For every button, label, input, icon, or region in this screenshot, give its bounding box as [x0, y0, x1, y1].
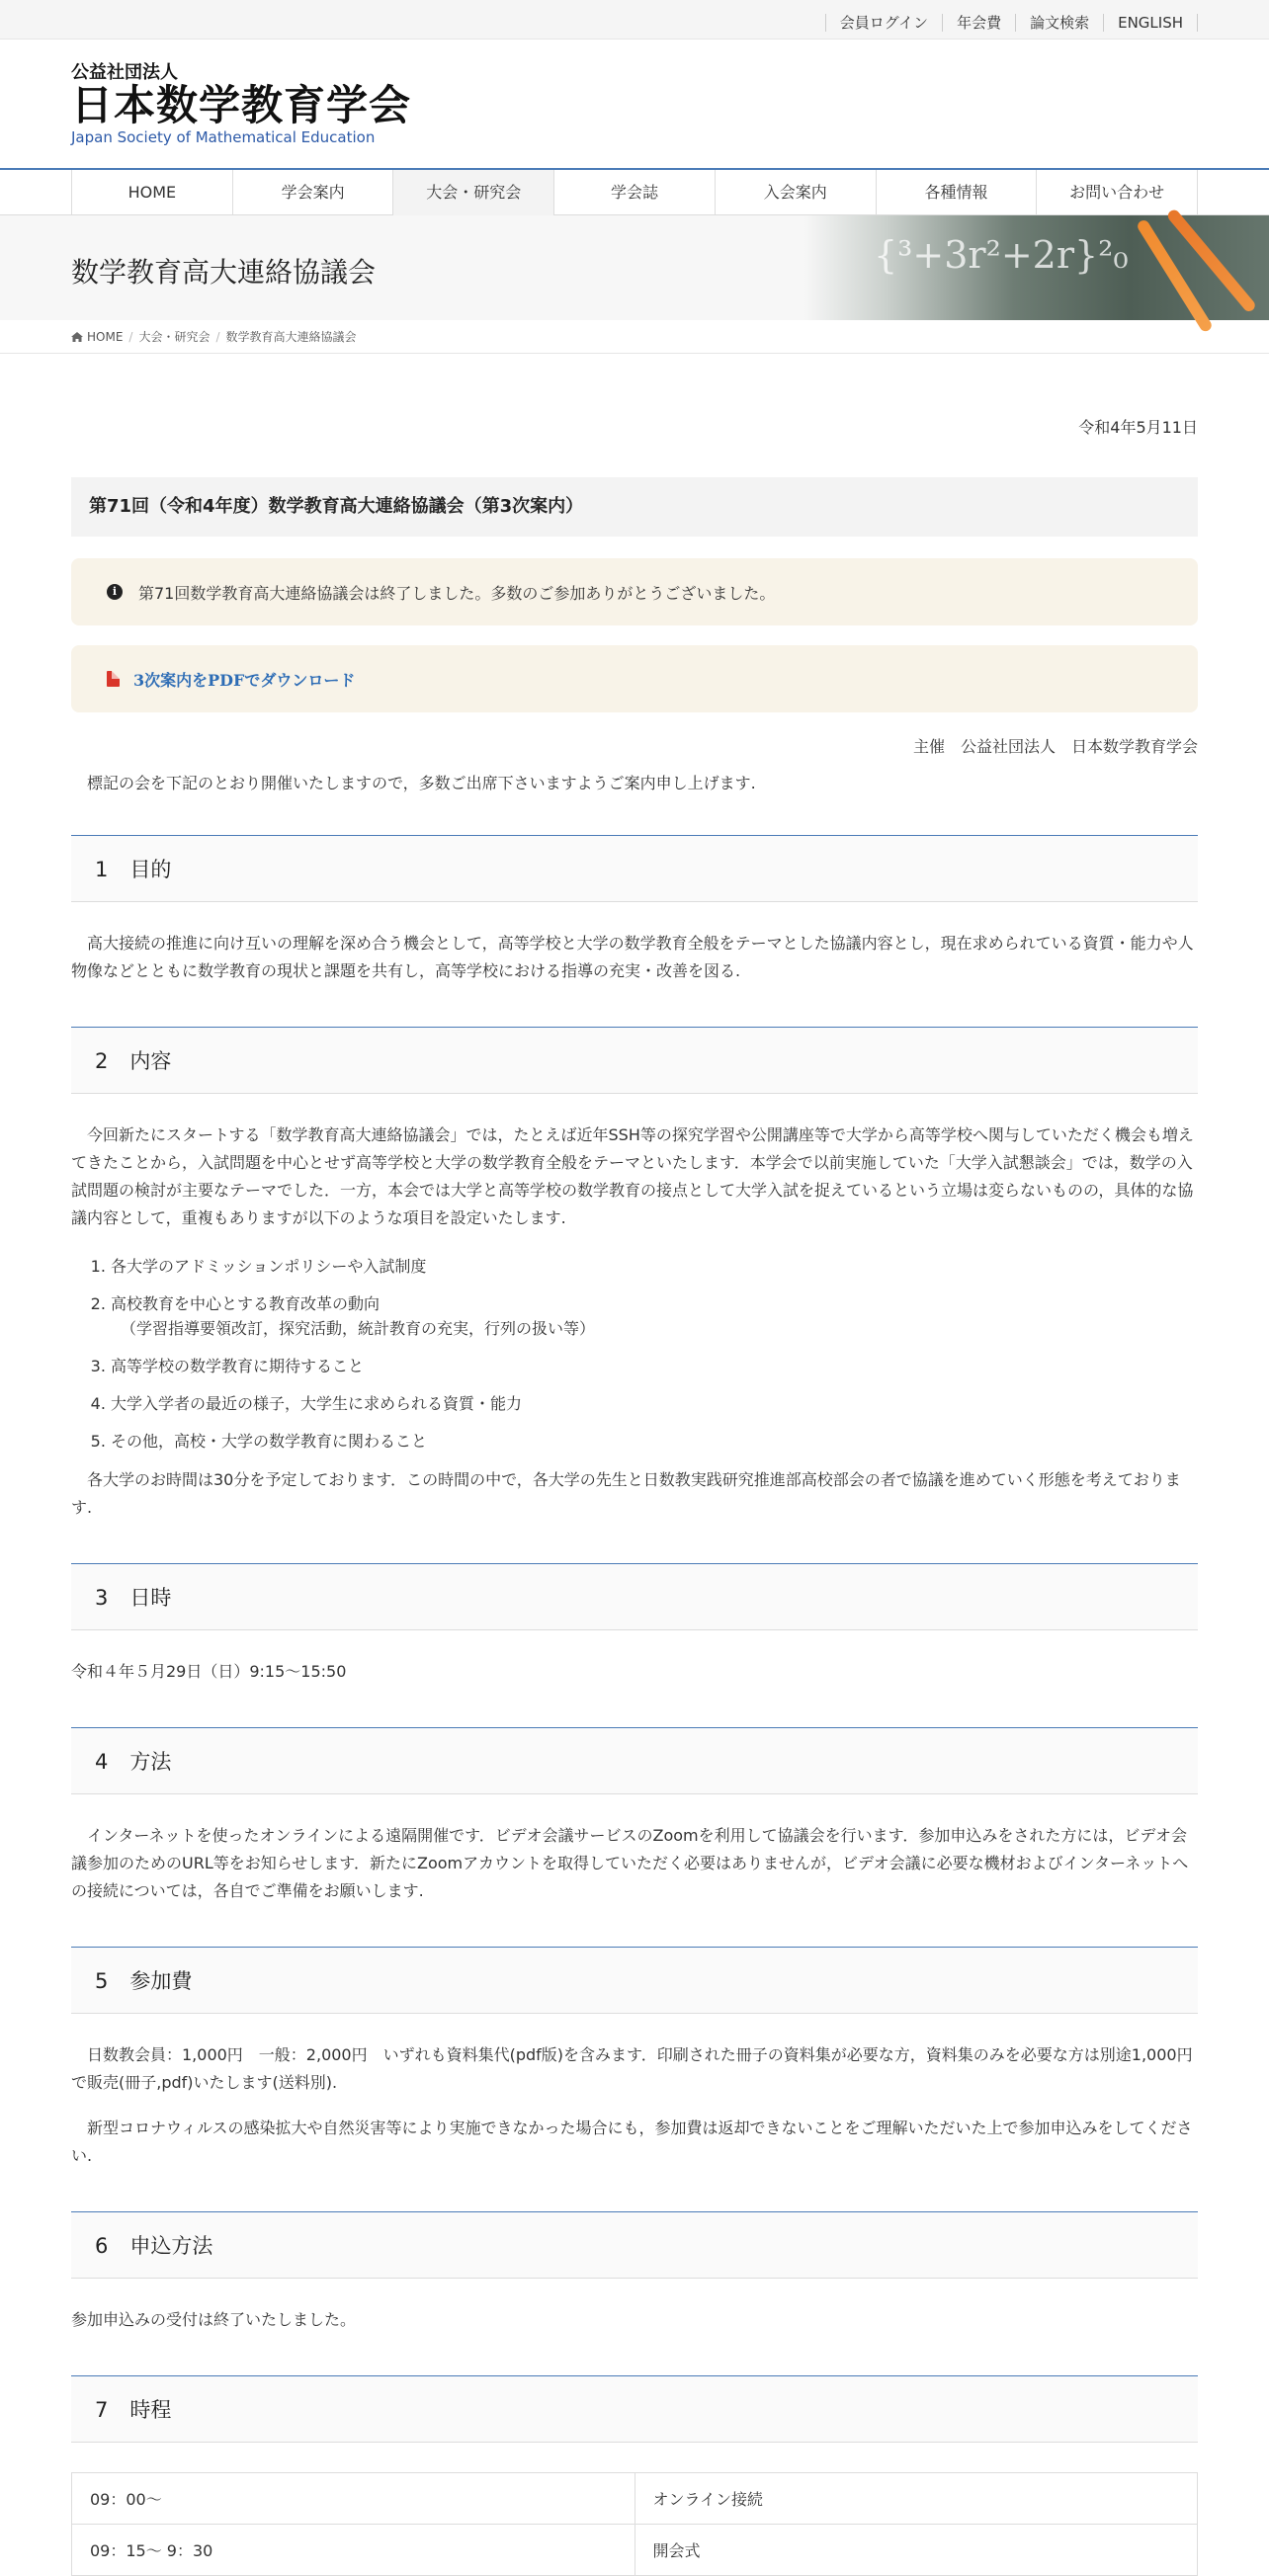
- method-text: インターネットを使ったオンラインによる遠隔開催です．ビデオ会議サービスのZoomを利用して協議会を行います．参加申込みをされた方には，ビデオ会議参加のためのURL等をお知らせします．新たにZoomアカウントを取得していただく必要はありませんが，ビデオ会議に必要な機材およびインターネットへの接続については，各自でご準備をお願いします.: [71, 1826, 1189, 1900]
- breadcrumb-home[interactable]: HOME: [87, 329, 124, 344]
- section-heading-method: [71, 1727, 1198, 1794]
- section-title: 参加費: [129, 1969, 193, 1993]
- section-title: 日時: [129, 1586, 172, 1610]
- global-nav: [0, 170, 1269, 215]
- schedule-time: 09：00〜: [72, 2473, 635, 2525]
- content-closing: 各大学のお時間は30分を予定しております．この時間の中で，各大学の先生と日数教実践研究推進部高校部会の者で協議を進めていく形態を考えております.: [71, 1470, 1181, 1517]
- nav-home[interactable]: HOME: [72, 170, 233, 215]
- paper-search-link[interactable]: 論文検索: [1015, 14, 1103, 32]
- schedule-event: 開会式: [634, 2525, 1198, 2576]
- nav-events[interactable]: 大会・研究会: [393, 170, 554, 215]
- logo-main: 日本数学教育学会: [71, 81, 412, 129]
- section-heading-content: [71, 1027, 1198, 1094]
- table-row: [72, 2525, 1198, 2576]
- logo-sub: 公益社団法人: [71, 62, 178, 83]
- breadcrumb-current: 数学教育高大連絡協議会: [225, 330, 357, 344]
- pdf-download-link[interactable]: 3次案内をPDFでダウンロード: [133, 670, 356, 690]
- section-title: 時程: [129, 2398, 172, 2422]
- section-number: 7: [95, 2398, 109, 2422]
- section-number: 5: [95, 1969, 109, 1993]
- member-login-link[interactable]: 会員ログイン: [825, 14, 942, 32]
- schedule-table: [71, 2472, 1198, 2576]
- application-text: 参加申込みの受付は終了いたしました。: [71, 2310, 357, 2329]
- nav-info[interactable]: 各種情報: [877, 170, 1038, 215]
- pdf-icon: [107, 671, 120, 687]
- section-number: 4: [95, 1750, 109, 1774]
- breadcrumb-events[interactable]: 大会・研究会: [138, 330, 211, 344]
- fee-refund-text: 新型コロナウィルスの感染拡大や自然災害等により実施できなかった場合にも，参加費は返却できないことをご理解いただいた上で参加申込みをしてください.: [71, 2119, 1193, 2165]
- organizer: 主催 公益社団法人 日本数学教育学会: [912, 737, 1198, 756]
- content-items: [111, 1254, 1198, 1454]
- list-item: 4. 大学入学者の最近の様子，大学生に求められる資質・能力: [111, 1391, 1198, 1416]
- home-icon: [71, 332, 83, 342]
- section-heading-purpose: [71, 835, 1198, 902]
- section-number: 3: [95, 1586, 109, 1610]
- main-content: [71, 415, 1198, 2576]
- page-title: 数学教育高大連絡協議会: [71, 256, 377, 289]
- purpose-text: 高大接続の推進に向け互いの理解を深め合う機会として，高等学校と大学の数学教育全般をテーマとした協議内容とし，現在求められている資質・能力や人物像などとともに数学教育の現状と課題を共有し，高等学校における指導の充実・改善を図る.: [71, 934, 1194, 980]
- table-row: [72, 2473, 1198, 2525]
- section-title: 目的: [129, 858, 172, 881]
- page-title-band: [0, 215, 1269, 320]
- nav-journal[interactable]: 学会誌: [554, 170, 716, 215]
- section-title: 方法: [129, 1750, 172, 1774]
- nav-membership[interactable]: 入会案内: [716, 170, 877, 215]
- breadcrumb: HOME / 大会・研究会 / 数学教育高大連絡協議会: [0, 320, 1269, 354]
- fee-text: 日数教会員：1,000円 一般：2,000円 いずれも資料集代(pdf版)を含みます．印刷された冊子の資料集が必要な方，資料集のみを必要な方は別途1,000円で販売(冊子,pdf)いたします(送料別).: [71, 2045, 1193, 2092]
- section-heading-fee: [71, 1947, 1198, 2014]
- content-text: 今回新たにスタートする「数学教育高大連絡協議会」では，たとえば近年SSH等の探究学習や公開講座等で大学から高等学校へ関与していただく機会も増えてきたことから，入試問題を中心とせず高等学校と大学の数学教育全般をテーマといたします．本学会で以前実施していた「大学入試懇談会」では，数学の入試問題の検討が主要なテーマでした．一方，本会では大学と高等学校の数学教育の接点として大学入試を捉えているという立場は変らないものの，具体的な協議内容として，重複もありますが以下のような項目を設定いたします.: [71, 1125, 1194, 1227]
- section-title: 申込方法: [129, 2234, 213, 2258]
- section-heading-application: [71, 2211, 1198, 2279]
- nav-about[interactable]: 学会案内: [233, 170, 394, 215]
- publish-date: 令和4年5月11日: [1078, 418, 1198, 437]
- notice-text: 第71回数学教育高大連絡協議会は終了しました。多数のご参加ありがとうございました。: [138, 583, 776, 603]
- annual-fee-link[interactable]: 年会費: [942, 14, 1015, 32]
- intro-text: 標記の会を下記のとおり開催いたしますので，多数ご出席下さいますようご案内申し上げます.: [87, 774, 756, 792]
- article-title: 第71回（令和4年度）数学教育高大連絡協議会（第3次案内）: [71, 477, 1198, 537]
- schedule-time: 09：15〜 9：30: [72, 2525, 635, 2576]
- section-title: 内容: [129, 1049, 172, 1073]
- list-item: 5. その他，高校・大学の数学教育に関わること: [111, 1429, 1198, 1454]
- info-icon: i: [107, 584, 123, 600]
- logo-english: Japan Society of Mathematical Education: [71, 128, 376, 146]
- list-item: 3. 高等学校の数学教育に期待すること: [111, 1354, 1198, 1378]
- chalkboard-image: {³+3r²+2r}²₀: [804, 215, 1269, 320]
- utility-bar: [0, 0, 1269, 40]
- section-number: 6: [95, 2234, 109, 2258]
- datetime-text: 令和４年５月29日（日）9:15〜15:50: [71, 1662, 347, 1681]
- notice-box: [71, 558, 1198, 625]
- section-number: 2: [95, 1049, 109, 1073]
- list-item: 2. 高校教育を中心とする教育改革の動向 （学習指導要領改訂，探究活動，統計教育の充実，行列の扱い等）: [111, 1291, 1198, 1341]
- section-number: 1: [95, 858, 109, 881]
- site-header: [0, 40, 1269, 170]
- download-box: [71, 645, 1198, 712]
- nav-contact[interactable]: お問い合わせ: [1037, 170, 1198, 215]
- list-item: 1. 各大学のアドミッションポリシーや入試制度: [111, 1254, 1198, 1279]
- list-item-sub: （学習指導要領改訂，探究活動，統計教育の充実，行列の扱い等）: [121, 1319, 596, 1338]
- site-logo[interactable]: [71, 63, 411, 146]
- section-heading-datetime: [71, 1563, 1198, 1630]
- schedule-event: オンライン接続: [634, 2473, 1198, 2525]
- english-link[interactable]: ENGLISH: [1103, 14, 1198, 32]
- section-heading-schedule: [71, 2375, 1198, 2443]
